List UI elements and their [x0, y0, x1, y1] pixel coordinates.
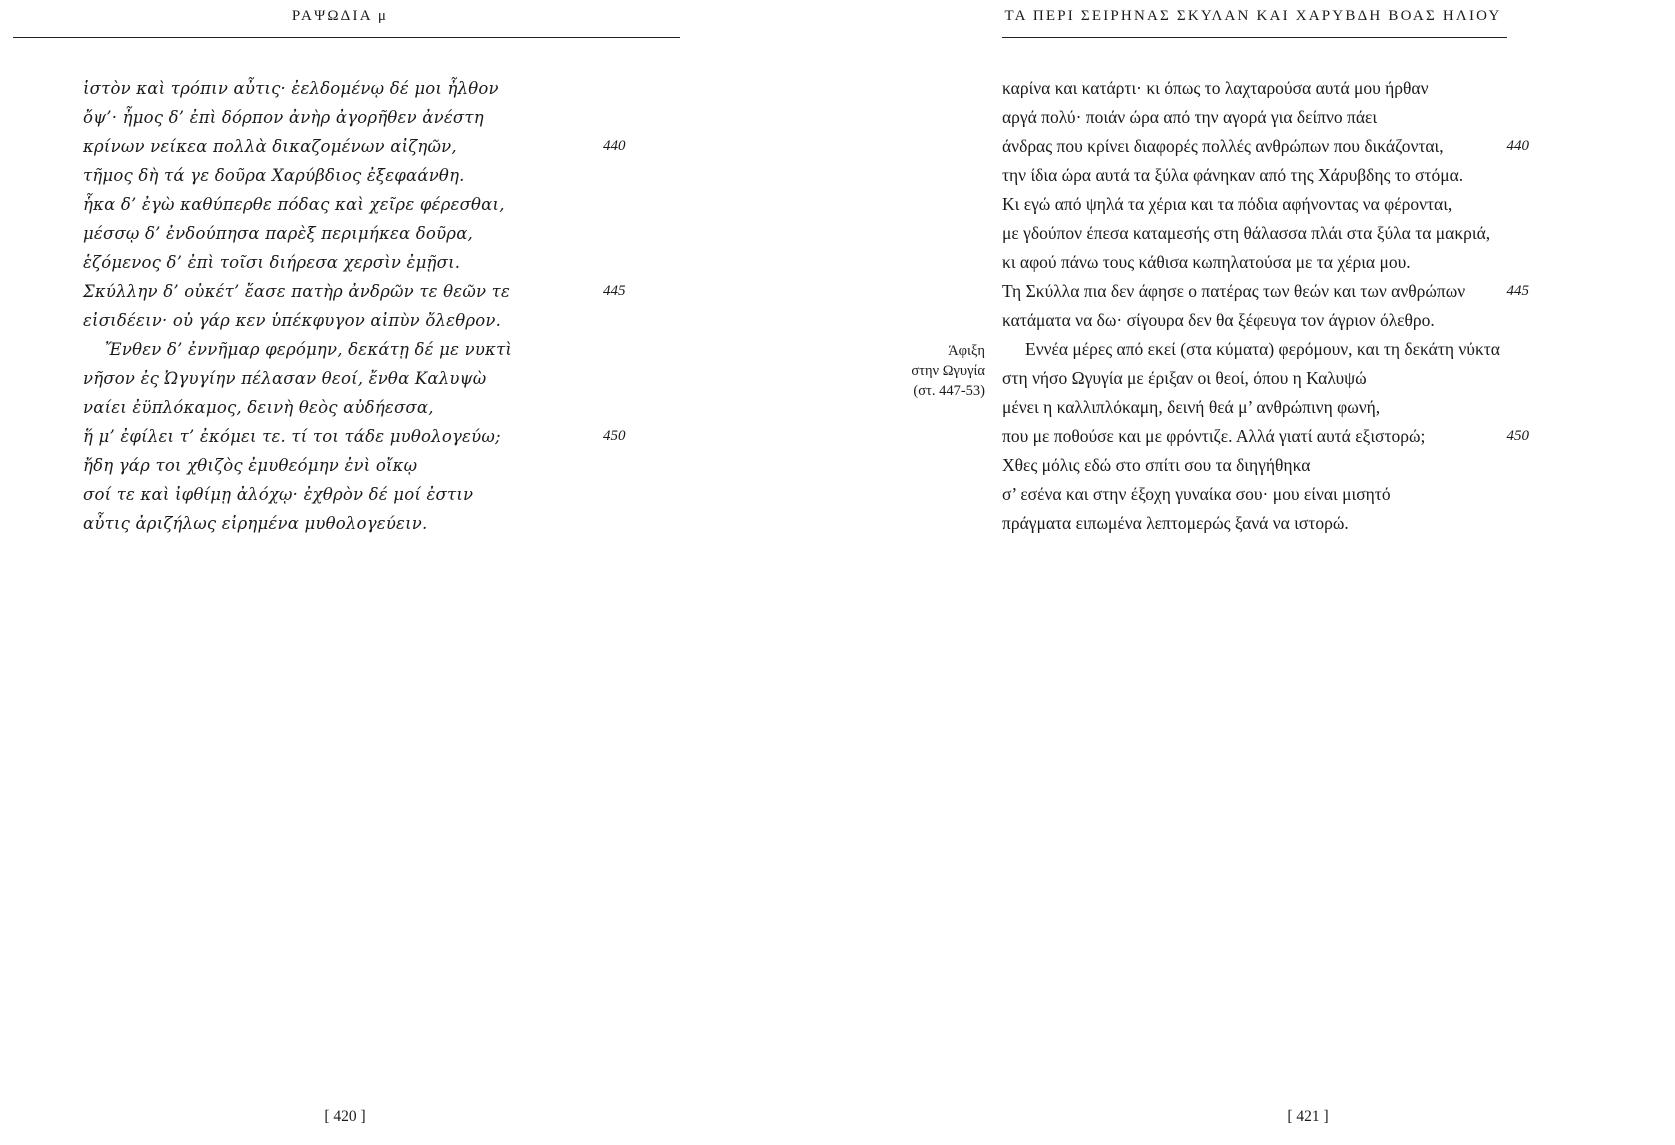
verse-line [83, 422, 643, 451]
verse-text: την ίδια ώρα αυτά τα ξύλα φάνηκαν από της Χάρυβδης το στόμα. [1002, 165, 1464, 185]
folio-left: [ 420 ] [324, 1108, 366, 1125]
verse-line [1002, 190, 1507, 219]
verse-text: ναίει ἐϋπλόκαμος, δεινὴ θεὸς αὐδήεσσα, [83, 398, 434, 417]
line-number: 450 [603, 428, 626, 444]
verse-line [1002, 74, 1507, 103]
verse-text: μέσσῳ δ’ ἐνδούπησα παρὲξ περιμήκεα δοῦρα, [83, 224, 473, 243]
verse-line [1002, 277, 1529, 306]
sidenote-line: Άφιξη [948, 343, 985, 359]
verse-line [83, 132, 643, 161]
verse-text: κρίνων νείκεα πολλὰ δικαζομένων αἰζηῶν, [83, 137, 457, 156]
verse-text: μένει η καλλιπλόκαμη, δεινή θεά μ’ ανθρώπινη φωνή, [1002, 397, 1381, 417]
verse-text: ὄψ’· ἦμος δ’ ἐπὶ δόρπον ἀνὴρ ἀγορῆθεν ἀνέστη [83, 108, 484, 127]
verse-text: νῆσον ἐς Ὠγυγίην πέλασαν θεοί, ἔνθα Καλυψὼ [83, 369, 487, 388]
verse-line [1002, 422, 1529, 451]
running-head-right: ΤΑ ΠΕΡΙ ΣΕΙΡΗΝΑΣ ΣΚΥΛΑΝ ΚΑΙ ΧΑΡΥΒΔΗ ΒΟΑΣ ΗΛΙΟΥ [1004, 8, 1502, 24]
verse-text: σ’ εσένα και στην έξοχη γυναίκα σου· μου είναι μισητό [1002, 484, 1391, 504]
line-number: 450 [1506, 428, 1529, 444]
verse-line [1002, 509, 1507, 538]
verse-text: κατάματα να δω· σίγουρα δεν θα ξέφευγα τον άγριον όλεθρο. [1002, 310, 1435, 330]
verse-text: ἥ μ’ ἐφίλει τ’ ἐκόμει τε. τί τοι τάδε μυθολογεύω; [83, 427, 501, 446]
verse-text: εἰσιδέειν· οὐ γάρ κεν ὑπέκφυγον αἰπὺν ὄλεθρον. [83, 311, 502, 330]
line-number: 445 [1506, 283, 1529, 299]
left-page [0, 0, 837, 1145]
verse-line [83, 480, 643, 509]
verse-text: Ἔνθεν δ’ ἐννῆμαρ φερόμην, δεκάτῃ δέ με νυκτὶ [105, 340, 513, 359]
line-number: 445 [603, 283, 626, 299]
folio-right: [ 421 ] [1287, 1108, 1329, 1125]
verse-text: Εννέα μέρες από εκεί (στα κύματα) φερόμουν, και τη δεκάτη νύκτα [1025, 339, 1500, 359]
running-head-left: ΡΑΨΩΔΙΑ μ [291, 8, 389, 24]
verse-text: αὖτις ἀριζήλως εἰρημένα μυθολογεύειν. [83, 514, 428, 533]
verse-line [1002, 161, 1507, 190]
right-page [837, 0, 1675, 1145]
verse-text: σοί τε καὶ ἰφθίμῃ ἀλόχῳ· ἐχθρὸν δέ μοί ἐστιν [83, 485, 474, 504]
verse-text: που με ποθούσε και με φρόντιζε. Αλλά γιατί αυτά εξιστορώ; [1002, 426, 1426, 446]
verse-line [1002, 219, 1507, 248]
header-rule-left [13, 37, 680, 38]
verse-line [83, 451, 643, 480]
verse-text: καρίνα και κατάρτι· κι όπως το λαχταρούσα αυτά μου ήρθαν [1002, 78, 1429, 98]
verse-line [83, 161, 643, 190]
verse-line [83, 190, 643, 219]
verse-text: ἱστὸν καὶ τρόπιν αὖτις· ἐελδομένῳ δέ μοι ἦλθον [83, 79, 499, 98]
verse-text: με γδούπον έπεσα καταμεσής στη θάλασσα πλάι στα ξύλα τα μακριά, [1002, 223, 1491, 243]
verse-line [83, 103, 643, 132]
verse-line [83, 364, 643, 393]
verse-text: Κι εγώ από ψηλά τα χέρια και τα πόδια αφήνοντας να φέρονται, [1002, 194, 1453, 214]
sidenote-line: (στ. 447-53) [913, 383, 985, 399]
verse-text: άνδρας που κρίνει διαφορές πολλές ανθρώπων που δικάζονται, [1002, 136, 1444, 156]
verse-line [1002, 480, 1507, 509]
line-number: 440 [1506, 138, 1529, 154]
verse-line [1002, 393, 1507, 422]
verse-line [1002, 364, 1507, 393]
verse-text: Τη Σκύλλα πια δεν άφησε ο πατέρας των θεών και των ανθρώπων [1002, 281, 1466, 301]
verse-text: ἧκα δ’ ἐγὼ καθύπερθε πόδας καὶ χεῖρε φέρεσθαι, [83, 195, 505, 214]
verse-line [1002, 248, 1507, 277]
verse-line [83, 219, 643, 248]
modern-greek-verses [1002, 74, 1529, 538]
header-rule-right [1002, 37, 1507, 38]
verse-line [1002, 335, 1507, 364]
greek-verses [83, 74, 643, 538]
verse-line [83, 74, 643, 103]
verse-text: Σκύλλην δ’ οὐκέτ’ ἔασε πατὴρ ἀνδρῶν τε θεῶν τε [83, 282, 511, 301]
verse-line [1002, 103, 1507, 132]
verse-text: ἤδη γάρ τοι χθιζὸς ἐμυθεόμην ἐνὶ οἴκῳ [83, 456, 418, 475]
verse-text: πράγματα ειπωμένα λεπτομερώς ξανά να ιστορώ. [1002, 513, 1349, 533]
verse-line [83, 306, 643, 335]
verse-text: Χθες μόλις εδώ στο σπίτι σου τα διηγήθηκα [1002, 455, 1311, 475]
verse-text: ἑζόμενος δ’ ἐπὶ τοῖσι διήρεσα χερσὶν ἐμῇσι. [83, 253, 461, 272]
verse-text: αργά πολύ· ποιάν ώρα από την αγορά για δείπνο πάει [1002, 107, 1378, 127]
verse-text: τῆμος δὴ τά γε δοῦρα Χαρύβδιος ἐξεφαάνθη. [83, 166, 465, 185]
verse-line [83, 335, 643, 364]
sidenote-line: στην Ωγυγία [911, 363, 985, 379]
verse-line [83, 393, 643, 422]
verse-line [1002, 451, 1507, 480]
verse-line [83, 509, 643, 538]
sidenote [837, 341, 985, 401]
verse-text: κι αφού πάνω τους κάθισα κωπηλατούσα με τα χέρια μου. [1002, 252, 1411, 272]
verse-line [83, 277, 643, 306]
verse-line [1002, 132, 1529, 161]
verse-line [1002, 306, 1507, 335]
line-number: 440 [603, 138, 626, 154]
verse-line [83, 248, 643, 277]
verse-text: στη νήσο Ωγυγία με έριξαν οι θεοί, όπου η Καλυψώ [1002, 368, 1367, 388]
